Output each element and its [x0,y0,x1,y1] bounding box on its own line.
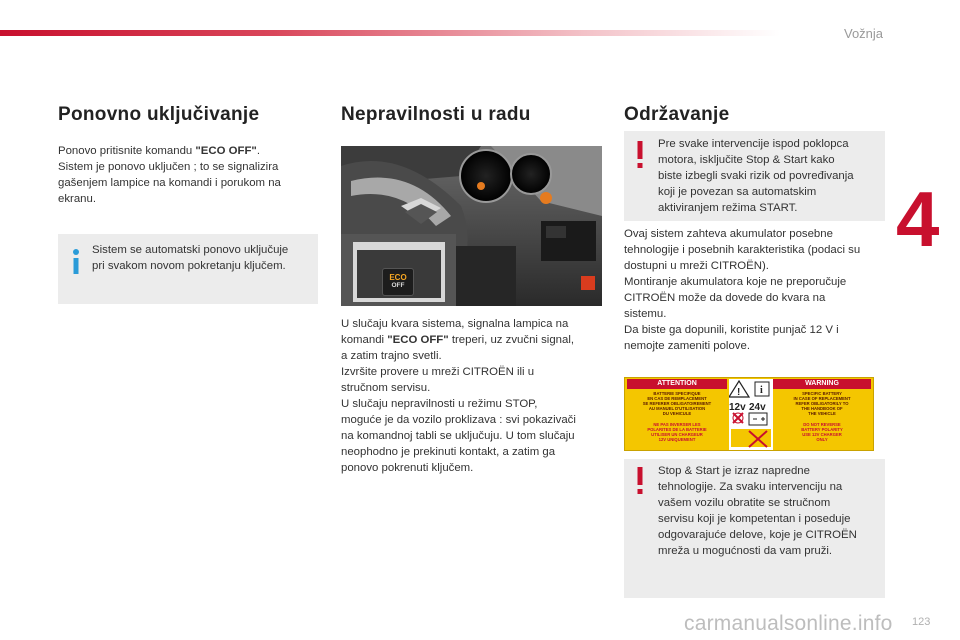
warning-icon [634,141,646,169]
malfunctions-paragraph [341,316,603,476]
para-line: Ponovo pritisnite komandu "ECO OFF". [58,145,261,157]
dashboard-photo [341,146,602,306]
watermark: carmanualsonline.info [684,612,893,635]
chapter-number: 4 [896,175,940,263]
warning-box-2 [624,459,885,598]
warning-line: odgovarajuće delove, koje je CITROËN [658,529,857,541]
para-line: a zatim trajno svetli. [341,350,442,362]
warning-line: vašem vozilu obratite se stručnom [658,497,831,509]
para-line: stručnom servisu. [341,382,431,394]
label-text-en-bottom: DO NOT REVERSE BATTERY POLARITY USE 12V CHARGER ONLY [801,422,843,442]
section-title-restart: Ponovno uključivanje [58,104,260,125]
info-box [58,234,318,304]
para-line: Montiranje akumulatora koje ne preporučuje [624,276,847,288]
warning-line: aktiviranjem režima START. [658,202,798,214]
para-line: Izvršite provere u mreži CITROËN ili u [341,366,535,378]
para-line: U slučaju nepravilnosti u režimu STOP, [341,398,538,410]
warning-line: biste izbegli svaki rizik od povređivanja [658,170,854,182]
para-line: tehnologije i posebnih karakteristika (podaci su [624,244,861,256]
label-text-fr-bottom: NE PAS INVERSER LES POLARITES DE LA BATTERIE UTILISER UN CHARGEUR 12V UNIQUEMENT [647,422,707,442]
dashboard-illustration [341,146,602,306]
para-line: Da biste ga dopunili, koristite punjač 12 V i [624,324,839,336]
warning-box-1 [624,131,885,221]
info-icon [68,248,84,276]
eco-off-button: ECO OFF [382,268,414,296]
svg-text:i: i [760,385,763,396]
header-accent-bar [0,30,780,36]
para-line: nemojte zameniti polove. [624,340,750,352]
info-line: Sistem se automatski ponovo uključuje [92,244,289,256]
para-line: Sistem je ponovo uključen ; to se signalizira [58,161,279,173]
para-line: dostupni u mreži CITROËN). [624,260,769,272]
para-line: ponovo pokrenuti ključem. [341,462,474,474]
section-title-malfunctions: Nepravilnosti u radu [341,104,531,125]
para-line: moguće je da vozilo proklizava : svi pokazivači [341,414,576,426]
svg-text:!: ! [737,387,741,398]
section-title-maintenance: Održavanje [624,104,730,125]
battery-warning-label [624,377,874,451]
battery-pictogram [729,379,773,451]
chapter-name: Vožnja [844,26,884,41]
para-line: Ovaj sistem zahteva akumulator posebne [624,228,833,240]
warning-line: mreža u mogućnosti da vam pruži. [658,545,833,557]
label-head-warning: WARNING [773,379,871,389]
page-number: 123 [912,616,931,628]
label-head-attention: ATTENTION [627,379,727,389]
para-line: na komandnoj tabli se uključuju. U tom slučaju [341,430,575,442]
maintenance-paragraph [624,226,886,354]
warning-icon [634,467,646,495]
para-line: neophodno je prekinuti kontakt, a zatim ga [341,446,556,458]
para-line: komandi "ECO OFF" treperi, uz zvučni signal, [341,334,575,346]
label-text-fr-top: BATTERIE SPECIFIQUE EN CAS DE REMPLACEMENT SE REFERER OBLIGATOIREMENT AU MANUEL D'UTILISATION DU VEHICULE [642,391,712,416]
para-line: sistemu. [624,308,667,320]
para-line: CITROËN može da dovede do kvara na [624,292,826,304]
para-line: gašenjem lampice na komandi i porukom na [58,177,281,189]
warning-line: motora, isključite Stop & Start kako [658,154,835,166]
restart-paragraph [58,143,308,207]
para-line: ekranu. [58,193,96,205]
warning-line: koji je povezan sa automatskim [658,186,817,198]
warning-line: tehnologije. Za svaku intervenciju na [658,481,843,493]
voltage-12v: 12v [729,402,746,413]
para-line: U slučaju kvara sistema, signalna lampica na [341,318,569,330]
warning-line: Stop & Start je izraz napredne [658,465,810,477]
info-line: pri svakom novom pokretanju ključem. [92,260,286,272]
label-text-en-top: SPECIFIC BATTERY IN CASE OF REPLACEMENT REFER OBLIGATORILY TO THE HANDBOOK OF THE VEHICLE [793,391,851,416]
warning-line: Pre svake intervencije ispod poklopca [658,138,849,150]
voltage-24v: 24v [749,402,766,413]
warning-line: servisu koji je kompetentan i poseduje [658,513,851,525]
